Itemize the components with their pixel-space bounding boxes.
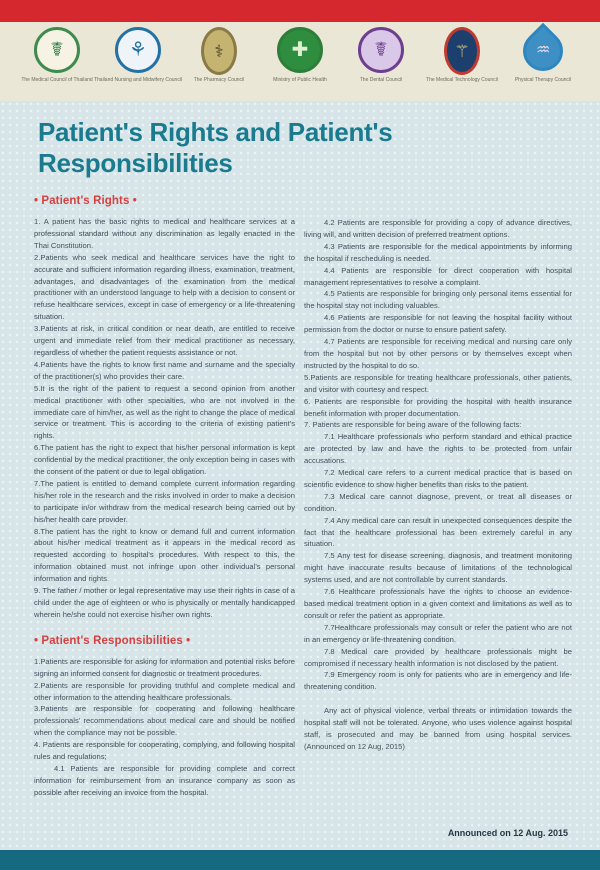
- responsibilities-item-paragraph: 3.Patients are responsible for cooperating and following healthcare professionals' recommendations about medical care and should be notified when the compliance may not be possible.: [34, 704, 295, 738]
- logo-caption: Ministry of Public Health: [273, 77, 327, 83]
- pharmacy-council-emblem-icon: ⚕: [214, 41, 224, 61]
- rights-item-paragraph: 1. A patient has the basic rights to medical and healthcare services at a professional standard without any discrimination as legally enacted in the Thai Constitution.: [34, 217, 295, 250]
- responsibilities-item-paragraph: 7.1 Healthcare professionals who perform standard and ethical practice are protected by law and have the rights to be protected from unfair accusations.: [304, 432, 572, 466]
- responsibilities-item-paragraph: 4.6 Patients are responsible for not leaving the hospital facility without permission from the doctor or nurse to ensure patient safety.: [304, 313, 572, 335]
- council-logo-badge: [515, 23, 572, 80]
- responsibilities-item-paragraph: 4. Patients are responsible for cooperating, complying, and following hospital rules and regulations;: [34, 740, 295, 762]
- responsibilities-item-paragraph: 1.Patients are responsible for asking for information and potential risks before signing an informed consent for diagnostic or treatment procedures.: [34, 656, 295, 678]
- logo-caption: The Medical Council of Thailand: [21, 77, 93, 83]
- rights-item-paragraph: 6.The patient has the right to expect that his/her personal information is kept confidential by the medical practitioner, the only exception being in cases with the consent of the patient or due to legal obligation.: [34, 443, 295, 477]
- council-logo-strip: [0, 22, 600, 101]
- council-logo-badge: [115, 27, 161, 73]
- right-column: [304, 195, 572, 799]
- logo-cell: [261, 27, 339, 83]
- responsibilities-item-paragraph: 7.2 Medical care refers to a current medical practice that is based on scientific evidence to show higher benefits than risks to the patient.: [304, 468, 572, 489]
- logo-caption: The Pharmacy Council: [193, 77, 245, 83]
- medical-technology-council-emblem-icon: ⚚: [454, 41, 470, 61]
- rights-item-paragraph: 4.Patients have the rights to know first name and surname and the specialty of the practitioner(s) who provides their care.: [34, 359, 295, 381]
- council-logo-badge: [358, 27, 404, 73]
- patients-rights-heading: • Patient's Rights •: [34, 195, 137, 207]
- responsibilities-item-paragraph: 4.4 Patients are responsible for direct cooperation with hospital management representatives to resolve a complaint.: [304, 265, 572, 287]
- page-title: Patient's Rights and Patient's Responsibilities: [38, 117, 393, 178]
- patients-rights-list: [34, 216, 295, 621]
- responsibilities-item-paragraph: 4.7 Patients are responsible for receiving medical and nursing care only from the hospital but not by other persons or by themselves except when instructed by the hospital to do so.: [304, 337, 572, 370]
- responsibilities-item-paragraph: 7.5 Any test for disease screening, diagnosis, and treatment monitoring might have inaccurate results because of limitations of the technological systems used, and are not controllable by current standards.: [304, 551, 572, 585]
- responsibilities-item-paragraph: 7.3 Medical care cannot diagnose, prevent, or treat all diseases or condition.: [304, 491, 572, 513]
- responsibilities-item-paragraph: 7.4 Any medical care can result in unexpected consequences despite the fact that the healthcare professional has been extremely careful in any situation.: [304, 515, 572, 549]
- responsibilities-item-paragraph: 7.9 Emergency room is only for patients who are in emergency and life-threatening condition.: [304, 670, 572, 692]
- top-red-bar: [0, 0, 600, 22]
- poster-body: [0, 101, 600, 850]
- logo-caption: Physical Therapy Council: [514, 77, 572, 83]
- responsibilities-item-paragraph: 7.6 Healthcare professionals have the rights to choose an evidence-based medical treatment option in a given context and limitations as well as to consult or refer the patient as appropriate.: [304, 587, 572, 620]
- responsibilities-item-paragraph: 2.Patients are responsible for providing truthful and complete medical and other information to the attending healthcare professionals.: [34, 680, 295, 702]
- logo-cell: [342, 27, 420, 83]
- logo-cell: [423, 27, 501, 83]
- rights-item-paragraph: 8.The patient has the right to know or demand full and current information about his/her medical treatment as it appears in the medical record as requested according to hospital's procedures. With respect to this, the information obtained must not infringe upon other individual's personal information and rights.: [34, 526, 295, 584]
- patients-responsibilities-list: [34, 656, 295, 799]
- council-logo-badge: [34, 27, 80, 73]
- announcement-note: Announced on 12 Aug. 2015: [447, 828, 568, 838]
- responsibilities-item-paragraph: 4.3 Patients are responsible for the medical appointments by informing the hospital if rescheduling is needed.: [304, 241, 572, 263]
- logo-cell: [180, 27, 258, 83]
- ministry-public-health-emblem-icon: ✚: [291, 39, 309, 61]
- patients-responsibilities-heading: • Patient's Responsibilities •: [34, 634, 191, 647]
- rights-item-paragraph: 3.Patients at risk, in critical condition or near death, are entitled to receive urgent and immediate relief from their medical practitioner as necessary, regardless of whether the patient requests assistance or not.: [34, 324, 295, 357]
- medical-council-emblem-icon: ☤: [50, 39, 64, 61]
- physical-therapy-council-emblem-icon: ♒: [535, 42, 551, 59]
- responsibilities-item-paragraph: 4.5 Patients are responsible for bringing only personal items essential for the hospital stay not including valuables.: [304, 289, 572, 311]
- logo-caption: The Medical Technology Council: [426, 77, 498, 83]
- council-logo-badge: [277, 27, 323, 73]
- nursing-council-emblem-icon: ⚘: [129, 39, 147, 61]
- rights-item-paragraph: 5.It is the right of the patient to request a second opinion from another medical practitioner with other specialties, who are not involved in the immediate care of him/her, as well as the right to change the place of medical service or treatment. This is according to the criteria of existing patient's rights.: [34, 383, 295, 441]
- rights-item-paragraph: 7.The patient is entitled to demand complete current information regarding his/her role in the research and the risks involved in order to make a decision to participate in/or withdraw from the medical research being carried out by his/her health care provider.: [34, 478, 295, 524]
- responsibilities-item-paragraph: 7.8 Medical care provided by healthcare professionals might be compromised if necessary health information is not disclosed by the patient.: [304, 646, 572, 668]
- responsibilities-item-paragraph: 6. Patients are responsible for providing the hospital with health insurance benefit information with proper documentation.: [304, 396, 572, 418]
- dental-council-emblem-icon: ☤: [374, 39, 388, 61]
- responsibilities-item-paragraph: 4.2 Patients are responsible for providing a copy of advance directives, living will, and written decision of preferred treatment options.: [304, 218, 572, 239]
- responsibilities-item-paragraph: 7. Patients are responsible for being aware of the following facts:: [304, 420, 522, 430]
- logo-cell: [93, 27, 183, 83]
- logo-caption: The Dental Council: [359, 77, 403, 83]
- responsibilities-item-paragraph: Any act of physical violence, verbal threats or intimidation towards the hospital staff will not be tolerated. Anyone, who uses violence against hospital staff, is prosecuted and may be banned from using hospital services. (Announced on 12 Aug, 2015): [304, 706, 572, 751]
- logo-caption: Thailand Nursing and Midwifery Council: [93, 77, 183, 83]
- logo-cell: [504, 27, 582, 83]
- rights-item-paragraph: 2.Patients who seek medical and healthcare services have the right to accurate and sufficient information regarding illness, examination, treatment, advantages, and disadvantages of the examination from the medical practitioner with an understood language to help with a decision to consent or refuse healthcare services, except in case of emergency or a life-threatening situation.: [34, 252, 295, 322]
- logo-cell: [18, 27, 96, 83]
- rights-item-paragraph: 9. The father / mother or legal representative may use their rights in case of a child under the age of eighteen or who is physically or mentally handicapped wherein he/she could not exercise his/her own rights.: [34, 586, 295, 619]
- left-column: [34, 195, 295, 799]
- council-logo-badge: [201, 27, 237, 75]
- responsibilities-item-paragraph: 5.Patients are responsible for treating healthcare professionals, other patients, and visitor with courtesy and respect.: [304, 372, 572, 394]
- responsibilities-item-paragraph: 4.1 Patients are responsible for providing complete and correct information for reimbursement from an insurance company as soon as possible after receiving an invoice from the hospital.: [34, 763, 295, 797]
- bottom-teal-bar: [0, 850, 600, 870]
- council-logo-badge: [444, 27, 480, 75]
- two-column-text: [34, 195, 572, 799]
- responsibilities-item-paragraph: 7.7Healthcare professionals may consult or refer the patient who are not in an emergency or life-threatening condition.: [304, 622, 572, 644]
